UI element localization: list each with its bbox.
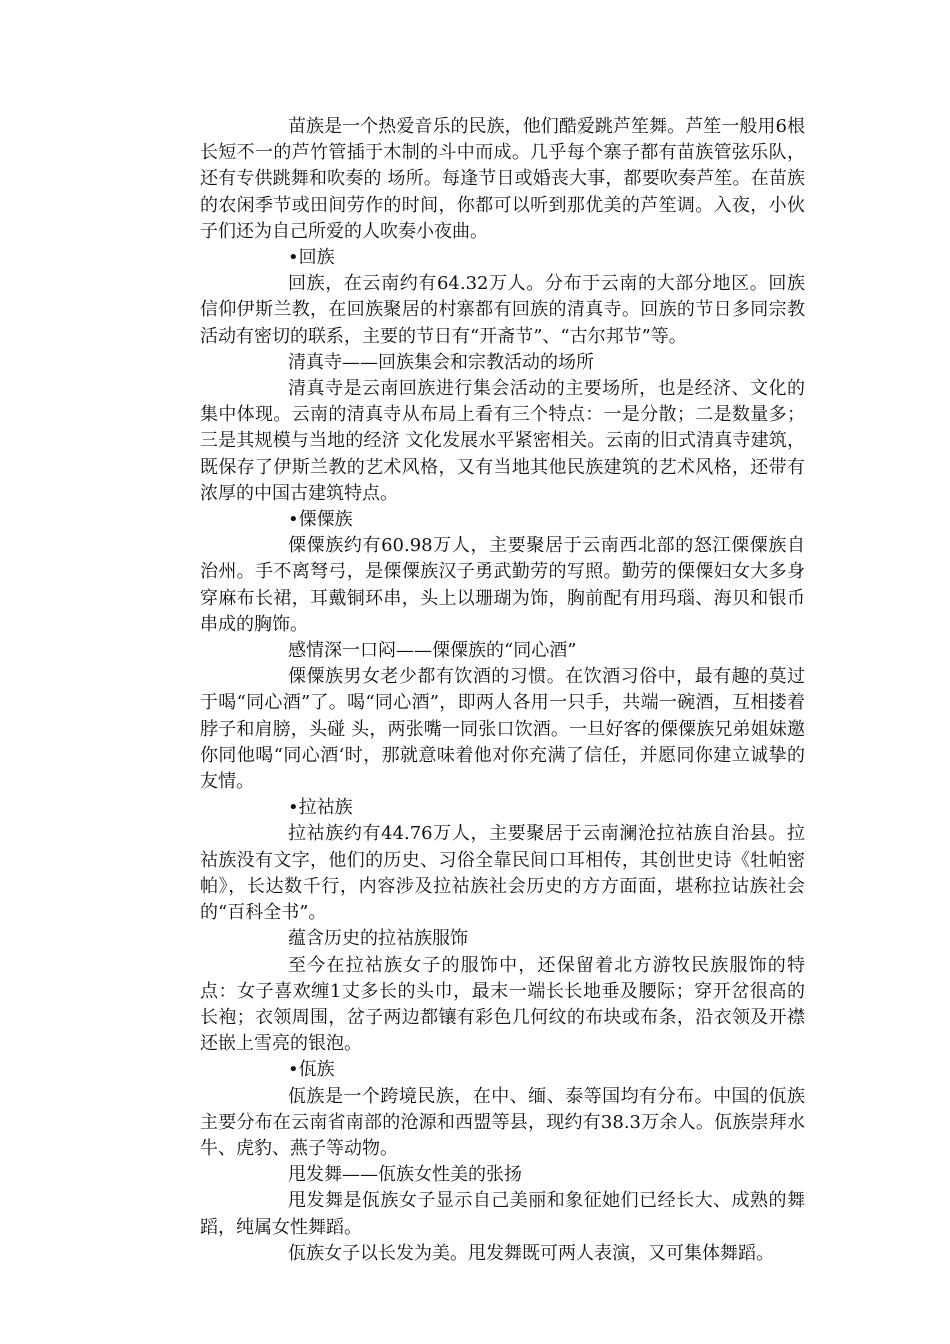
- heading-tongxin-wine: 感情深一口闷——傈僳族的“同心酒”: [288, 640, 577, 662]
- paragraph-lisu: 傈僳族约有60.98万人，主要聚居于云南西北部的怒江傈僳族自治州。手不离弩弓，是傈僳族汉子勇武勤劳的写照。勤劳的傈僳妇女大多身穿麻布长裙，耳戴铜环串，头上以珊瑚为饰，胸前配有用玛瑙、海贝和银币串成的胸饰。: [200, 535, 805, 635]
- paragraph-miao-music: 苗族是一个热爱音乐的民族，他们酷爱跳芦笙舞。芦笙一般用6根长短不一的芦竹管插于木制的斗中而成。几乎每个寨子都有苗族管弦乐队，还有专供跳舞和吹奏的 场所。每逢节日或婚丧大事，都要吹奏芦笙。在苗族的农闲季节或田间劳作的时间，你都可以听到那优美的芦笙调。入夜，小伙子们还为自己所爱的人吹奏小夜曲。: [200, 116, 805, 242]
- paragraph-mosque: 清真寺是云南回族进行集会活动的主要场所，也是经济、文化的集中体现。云南的清真寺从布局上看有三个特点：一是分散；二是数量多；三是其规模与当地的经济 文化发展水平紧密相关。云南的旧式清真寺建筑，既保存了伊斯兰教的艺术风格，又有当地其他民族建筑的艺术风格，还带有浓厚的中国古建筑特点。: [200, 378, 805, 504]
- paragraph-hui: 回族，在云南约有64.32万人。分布于云南的大部分地区。回族信仰伊斯兰教，在回族聚居的村寨都有回族的清真寺。回族的节日多同宗教活动有密切的联系，主要的节日有“开斋节”、“古尔邦节”等。: [200, 273, 805, 347]
- paragraph-lahu: 拉祜族约有44.76万人，主要聚居于云南澜沧拉祜族自治县。拉祜族没有文字，他们的历史、习俗全靠民间口耳相传，其创世史诗《牡帕密帕》，长达数千行，内容涉及拉祜族社会历史的方方面面，堪称拉诂族社会的“百科全书”。: [200, 823, 805, 924]
- paragraph-wa: 佤族是一个跨境民族，在中、缅、泰等国均有分布。中国的佤族主要分布在云南省南部的沧源和西盟等县，现约有38.3万余人。佤族崇拜水牛、虎豹、燕子等动物。: [200, 1085, 805, 1159]
- heading-lahu-costume: 蕴含历史的拉祜族服饰: [288, 928, 468, 950]
- paragraph-hair-dance-1: 甩发舞是佤族女子显示自己美丽和象征她们已经长大、成熟的舞蹈，纯属女性舞蹈。: [200, 1190, 805, 1238]
- paragraph-tongxin-wine: 傈僳族男女老少都有饮酒的习惯。在饮酒习俗中，最有趣的莫过于喝“同心酒”了。喝“同心酒”，即两人各用一只手，共端一碗酒，互相搂着脖子和肩膀，头碰 头，两张嘴一同张口饮酒。一旦好客的傈僳族兄弟姐妹邀你同他喝“同心酒‘时，那就意味着他对你充满了信任，并愿同你建立诚挚的友情。: [200, 666, 805, 793]
- document-body: [200, 114, 805, 1267]
- heading-hair-dance: 甩发舞——佤族女性美的张扬: [288, 1164, 522, 1186]
- paragraph-lahu-costume: 至今在拉祜族女子的服饰中，还保留着北方游牧民族服饰的特点：女子喜欢缠1丈多长的头巾，最末一端长长地垂及腰际；穿开岔很高的长袍；衣领周围，岔子两边都镶有彩色几何纹的布块或布条，沿衣领及开襟还嵌上雪亮的银泡。: [200, 954, 805, 1055]
- section-lahu: •拉祜族: [288, 797, 353, 819]
- paragraph-hair-dance-2: 佤族女子以长发为美。甩发舞既可两人表演，又可集体舞蹈。: [288, 1242, 774, 1264]
- section-wa: •佤族: [288, 1059, 335, 1081]
- section-hui: •回族: [288, 247, 335, 269]
- section-lisu: •傈僳族: [288, 509, 353, 531]
- heading-mosque: 清真寺——回族集会和宗教活动的场所: [288, 351, 594, 373]
